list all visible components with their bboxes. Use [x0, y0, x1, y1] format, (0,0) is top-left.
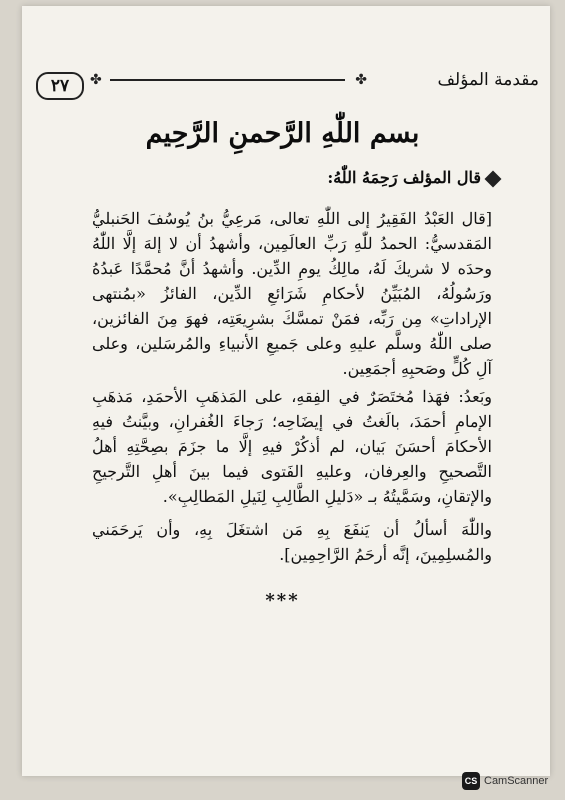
- camscanner-watermark: [462, 770, 548, 792]
- section-heading: [327, 168, 499, 187]
- ornament-left-icon: ✤: [90, 72, 102, 88]
- header-rule: [110, 79, 345, 81]
- diamond-bullet-icon: [485, 170, 502, 187]
- section-separator: ***: [265, 590, 300, 611]
- paragraph-closing: واللّٰهَ أسألُ أن يَنفَعَ بِهِ مَن اشتغَلَ بِهِ، وأن يَرحَمَني والمُسلِمِينَ، إنَّه أرحَمُ الرَّاحِمِين].: [92, 520, 492, 564]
- running-title: مقدمة المؤلف: [437, 70, 539, 90]
- page-number: ٢٧: [36, 72, 84, 100]
- camscanner-name: CamScanner: [484, 775, 549, 787]
- basmala: بسم اللّٰهِ الرَّحمنِ الرَّحِيم: [145, 118, 420, 149]
- ornament-right-icon: ✤: [355, 72, 367, 88]
- camscanner-logo-icon: CS: [462, 772, 480, 790]
- page-header-rule: [70, 66, 495, 94]
- paragraph-main: وبَعدُ: فهَذا مُختَصَرٌ في الفِقهِ، على المَذهَبِ الأحمَدِ، مَذهَبِ الإمامِ أحمَدَ، بالَغتُ في إيضَاحِه؛ رَجاءَ الغُفرانِ، وبيَّنتُ فيهِ الأحكامَ أحسَنَ بَيان، لم أذكُرْ فيهِ إلَّا ما جزَمَ بصِحَّتِهِ أهلُ التَّصحيحِ والعِرفان، وعليهِ الفَتوى فيما بينَ أهلِ التَّرجيحِ والإتقانِ، وسَمَّيتُهُ بـ «دَليلِ الطَّالِبِ لِنَيلِ المَطالِبِ».: [92, 387, 493, 506]
- heading-text: قال المؤلف رَحِمَهُ اللّٰهُ:: [327, 168, 481, 187]
- paragraph-intro: [قال العَبْدُ الفَقِيرُ إلى اللّٰهِ تعالى، مَرعِيُّ بنُ يُوسُفَ الحَنبليُّ المَقدسيُّ: الحمدُ للّٰهِ رَبِّ العالَمِين، وأشهدُ أن لا إلهَ إلَّا اللّٰهُ وحدَه لا شريكَ لَهُ، مالِكُ يومِ الدِّين. وأشهدُ أنَّ مُحمَّدًا عَبدُهُ ورَسُولُهُ، المُبَيِّنُ لأحكامِ شَرَائعِ الدِّين، الفائزُ «بمُنتهى الإراداتِ» مِن رَبِّه، فمَنْ تمسَّكَ بشرِيعَتِه، فهوَ مِنَ الفائزين، صلى اللّٰهُ وسلَّم عليهِ وعلى جَميعِ الأنبياءِ والمُرسَلين، وعلى آلِ كُلٍّ وصَحبِهِ أجمَعِين.: [92, 209, 492, 378]
